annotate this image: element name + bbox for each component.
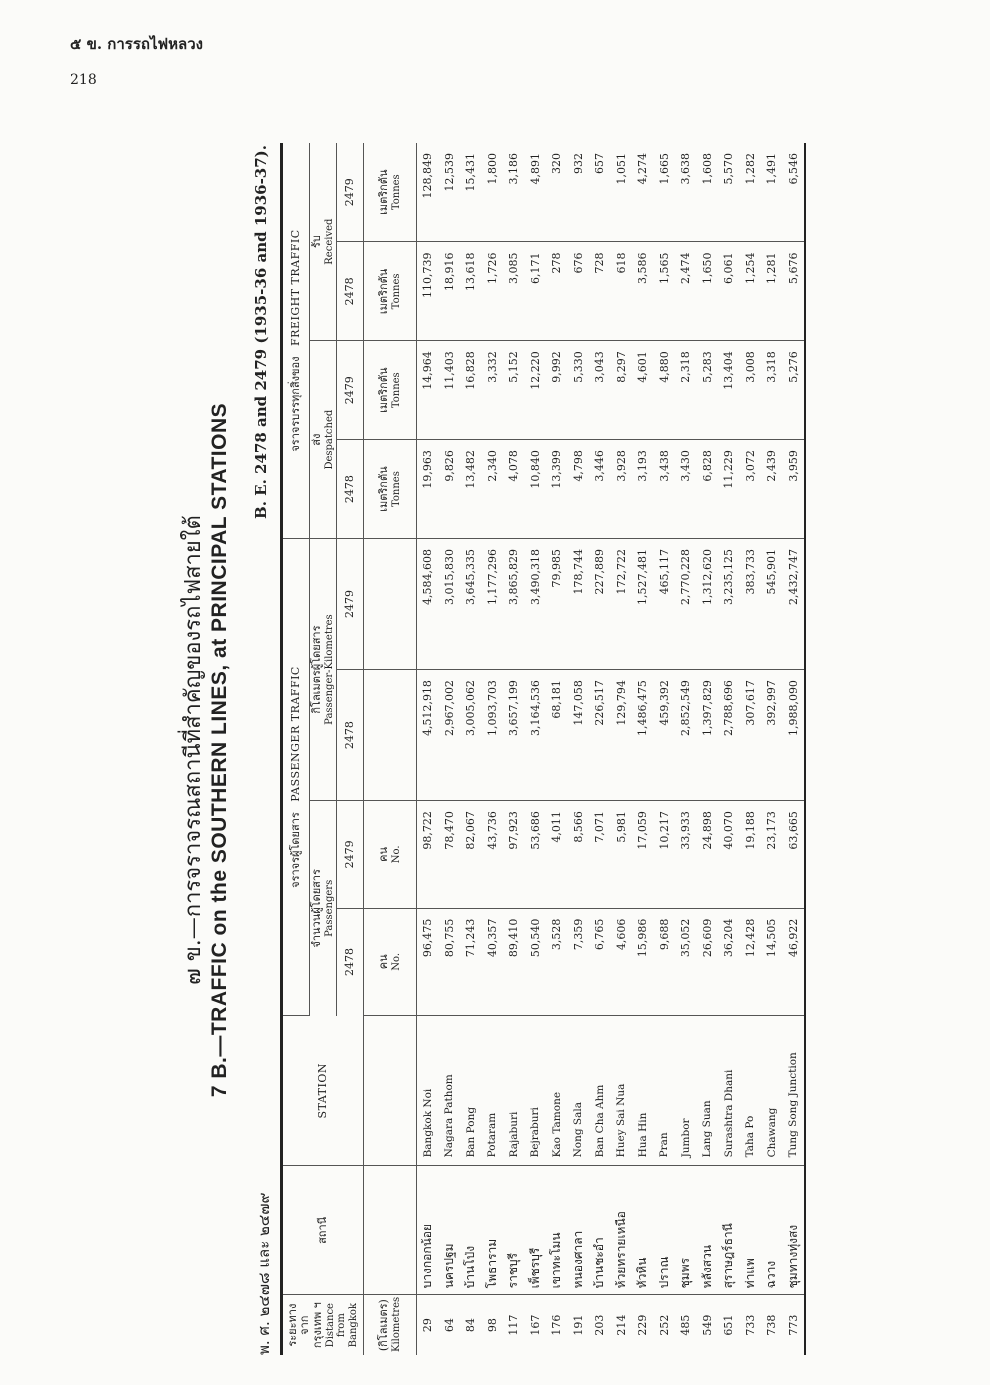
unit-tonnes-en: Tonnes <box>390 471 402 507</box>
cell-passengers-2479: 63,665 <box>783 801 806 908</box>
unit-km-thai: (กิโลเมตร) <box>376 1299 390 1352</box>
cell-despatched-2478: 13,482 <box>460 440 482 539</box>
cell-passenger-km-2479: 1,177,296 <box>482 538 504 669</box>
num-km: 733 <box>743 1314 757 1336</box>
unit-no-en: No. <box>390 952 402 971</box>
cell-despatched-2479: 2,318 <box>675 341 697 440</box>
unit-no <box>364 908 417 1015</box>
cell-despatched-2478: 2,439 <box>761 440 783 539</box>
header-despatched-en: Despatched <box>323 409 335 470</box>
cell-passengers-2479: 17,059 <box>632 801 654 908</box>
num-km: 738 <box>765 1314 779 1336</box>
cell-station-thai: สุราษฎร์ธานี <box>718 1166 740 1295</box>
cell-passengers-2479: 23,173 <box>761 801 783 908</box>
header-received-thai: รับ <box>309 235 323 249</box>
num-km: 98 <box>485 1318 499 1333</box>
cell-received-2478: 6,061 <box>718 242 740 341</box>
cell-received-2479: 128,849 <box>417 143 439 242</box>
cell-passenger-km-2478: 2,852,549 <box>675 670 697 801</box>
cell-passengers-2479: 82,067 <box>460 801 482 908</box>
cell-received-2478: 110,739 <box>417 242 439 341</box>
cell-passenger-km-2479: 1,527,481 <box>632 538 654 669</box>
cell-passenger-km-2478: 147,058 <box>568 670 590 801</box>
cell-despatched-2479: 3,332 <box>482 341 504 440</box>
cell-received-2479: 1,282 <box>740 143 762 242</box>
cell-passenger-km-2478: 3,164,536 <box>525 670 547 801</box>
header-passenger-traffic <box>282 538 310 1015</box>
cell-despatched-2478: 4,078 <box>503 440 525 539</box>
cell-passenger-km-2479: 3,865,829 <box>503 538 525 669</box>
header-passenger-thai: จราจรผู้โดยสาร <box>288 812 302 888</box>
cell-passengers-2478: 6,765 <box>589 908 611 1015</box>
header-year: 2478 <box>337 242 364 341</box>
cell-despatched-2479: 5,152 <box>503 341 525 440</box>
cell-passengers-2479: 97,923 <box>503 801 525 908</box>
cell-passengers-2479: 24,898 <box>697 801 719 908</box>
unit-tonnes <box>364 440 417 539</box>
cell-received-2479: 6,546 <box>783 143 806 242</box>
cell-station: Tung Song Junction <box>783 1016 806 1166</box>
table-row <box>417 143 439 1355</box>
header-passenger-km <box>310 538 337 800</box>
cell-received-2479: 15,431 <box>460 143 482 242</box>
cell-station: Potaram <box>482 1016 504 1166</box>
cell-received-2479: 320 <box>546 143 568 242</box>
unit-tonnes <box>364 341 417 440</box>
cell-passenger-km-2479: 79,985 <box>546 538 568 669</box>
cell-despatched-2479: 3,043 <box>589 341 611 440</box>
cell-received-2479: 1,800 <box>482 143 504 242</box>
cell-passenger-km-2478: 1,988,090 <box>783 670 806 801</box>
cell-passenger-km-2479: 3,645,335 <box>460 538 482 669</box>
cell-station-thai: เขาทะโมน <box>546 1166 568 1295</box>
cell-despatched-2478: 3,430 <box>675 440 697 539</box>
cell-received-2478: 278 <box>546 242 568 341</box>
cell-received-2479: 4,274 <box>632 143 654 242</box>
cell-station-thai: ชุมทางทุ่งสง <box>783 1166 806 1295</box>
table-row <box>503 143 525 1355</box>
unit-blank <box>364 1016 417 1166</box>
header-station <box>282 1016 364 1166</box>
cell-passengers-2478: 50,540 <box>525 908 547 1015</box>
header-year: 2478 <box>337 440 364 539</box>
cell-station: Chawang <box>761 1016 783 1166</box>
cell-passenger-km-2478: 4,512,918 <box>417 670 439 801</box>
cell-passengers-2478: 89,410 <box>503 908 525 1015</box>
num-km: 64 <box>442 1318 456 1333</box>
cell-station-thai: ราชบุรี <box>503 1166 525 1295</box>
num-km: 651 <box>722 1314 736 1336</box>
table-row <box>740 143 762 1355</box>
cell-station: Hua Hin <box>632 1016 654 1166</box>
cell-despatched-2479: 3,008 <box>740 341 762 440</box>
cell-despatched-2478: 2,340 <box>482 440 504 539</box>
cell-station-thai: หลังสวน <box>697 1166 719 1295</box>
header-passengers-en: Passengers <box>323 879 335 937</box>
cell-despatched-2479: 9,992 <box>546 341 568 440</box>
table-body <box>417 143 806 1355</box>
header-passenger-km-thai: กิโลเมตรผู้โดยสาร <box>309 625 323 714</box>
era-thai: พ. ศ. ๒๔๗๘ และ ๒๔๗๙ <box>255 1192 273 1355</box>
cell-received-2478: 1,281 <box>761 242 783 341</box>
cell-passengers-2478: 40,357 <box>482 908 504 1015</box>
cell-received-2478: 3,586 <box>632 242 654 341</box>
cell-despatched-2478: 19,963 <box>417 440 439 539</box>
cell-passengers-2478: 12,428 <box>740 908 762 1015</box>
cell-station-thai: ปราณ <box>654 1166 676 1295</box>
header-year: 2479 <box>337 143 364 242</box>
cell-passenger-km-2478: 1,397,829 <box>697 670 719 801</box>
table-row <box>761 143 783 1355</box>
cell-passengers-2478: 96,475 <box>417 908 439 1015</box>
cell-passenger-km-2478: 3,005,062 <box>460 670 482 801</box>
cell-passenger-km-2479: 545,901 <box>761 538 783 669</box>
header-passenger-en: PASSENGER TRAFFIC <box>288 666 302 802</box>
num-km: 191 <box>571 1314 585 1336</box>
num-km: 203 <box>593 1314 607 1336</box>
table-row <box>611 143 633 1355</box>
num-km: 773 <box>786 1314 800 1336</box>
header-freight-thai: จราจรบรรทุกสิ่งของ <box>288 356 302 452</box>
unit-blank <box>364 670 417 801</box>
cell-station: Bangkok Noi <box>417 1016 439 1166</box>
cell-despatched-2478: 3,928 <box>611 440 633 539</box>
table-row <box>697 143 719 1355</box>
header-year: 2478 <box>337 908 364 1015</box>
cell-despatched-2479: 4,601 <box>632 341 654 440</box>
table-row <box>783 143 806 1355</box>
cell-received-2479: 3,186 <box>503 143 525 242</box>
cell-passengers-2479: 10,217 <box>654 801 676 908</box>
table-row <box>439 143 461 1355</box>
unit-tonnes-en: Tonnes <box>390 174 402 211</box>
unit-tonnes-en: Tonnes <box>390 372 402 409</box>
header-freight-traffic <box>282 143 310 538</box>
cell-despatched-2479: 4,880 <box>654 341 676 440</box>
header-distance-en: Distance from Bangkok <box>324 1303 359 1348</box>
cell-despatched-2478: 11,229 <box>718 440 740 539</box>
cell-received-2478: 676 <box>568 242 590 341</box>
header-year: 2478 <box>337 670 364 801</box>
cell-station-thai: นครปฐม <box>439 1166 461 1295</box>
unit-no-thai: คน <box>376 846 390 862</box>
header-station-thai-label: สถานี <box>315 1216 329 1244</box>
header-distance-thai: ระยะทาง จาก กรุงเทพ ฯ <box>285 1302 325 1349</box>
unit-tonnes-thai: เมตริกตัน <box>376 367 390 413</box>
unit-tonnes-en: Tonnes <box>390 273 402 310</box>
cell-despatched-2478: 3,193 <box>632 440 654 539</box>
cell-received-2478: 618 <box>611 242 633 341</box>
cell-passenger-km-2479: 2,432,747 <box>783 538 806 669</box>
unit-no-thai: คน <box>376 954 390 970</box>
unit-blank <box>364 1166 417 1295</box>
table-row <box>568 143 590 1355</box>
cell-passengers-2478: 80,755 <box>439 908 461 1015</box>
cell-passengers-2478: 4,606 <box>611 908 633 1015</box>
cell-passengers-2479: 98,722 <box>417 801 439 908</box>
table-row <box>632 143 654 1355</box>
cell-passenger-km-2479: 227,889 <box>589 538 611 669</box>
num-km: 84 <box>464 1318 478 1333</box>
header-year: 2479 <box>337 538 364 669</box>
cell-passenger-km-2479: 3,015,830 <box>439 538 461 669</box>
cell-passengers-2478: 14,505 <box>761 908 783 1015</box>
table-row <box>546 143 568 1355</box>
cell-received-2479: 932 <box>568 143 590 242</box>
cell-despatched-2478: 13,399 <box>546 440 568 539</box>
cell-passengers-2479: 4,011 <box>546 801 568 908</box>
cell-passenger-km-2478: 129,794 <box>611 670 633 801</box>
table-row <box>675 143 697 1355</box>
cell-station-thai: ท่าแพ <box>740 1166 762 1295</box>
cell-station-thai: หนองศาลา <box>568 1166 590 1295</box>
num-km: 214 <box>614 1314 628 1336</box>
unit-tonnes <box>364 143 417 242</box>
unit-tonnes <box>364 242 417 341</box>
cell-station-thai: บ้านโป่ง <box>460 1166 482 1295</box>
cell-received-2478: 728 <box>589 242 611 341</box>
cell-passenger-km-2478: 459,392 <box>654 670 676 801</box>
cell-station: Taha Po <box>740 1016 762 1166</box>
cell-received-2478: 6,171 <box>525 242 547 341</box>
cell-passenger-km-2478: 392,997 <box>761 670 783 801</box>
cell-station-thai: เพ็ชรบุรี <box>525 1166 547 1295</box>
cell-station: Huey Sai Nua <box>611 1016 633 1166</box>
cell-despatched-2479: 16,828 <box>460 341 482 440</box>
unit-km-en: Kilometres <box>390 1296 402 1352</box>
cell-station: Pran <box>654 1016 676 1166</box>
cell-passengers-2478: 35,052 <box>675 908 697 1015</box>
unit-no-en: No. <box>390 845 402 864</box>
cell-despatched-2478: 9,826 <box>439 440 461 539</box>
num-km: 549 <box>700 1314 714 1336</box>
cell-passengers-2478: 71,243 <box>460 908 482 1015</box>
cell-station: Ban Cha Ahm <box>589 1016 611 1166</box>
cell-passengers-2478: 7,359 <box>568 908 590 1015</box>
cell-station-thai: ชุมพร <box>675 1166 697 1295</box>
cell-despatched-2479: 14,964 <box>417 341 439 440</box>
cell-despatched-2478: 3,438 <box>654 440 676 539</box>
unit-no <box>364 801 417 908</box>
cell-passengers-2479: 43,736 <box>482 801 504 908</box>
cell-received-2478: 1,254 <box>740 242 762 341</box>
cell-passengers-2478: 26,609 <box>697 908 719 1015</box>
cell-station: Rajaburi <box>503 1016 525 1166</box>
header-year: 2479 <box>337 341 364 440</box>
cell-despatched-2479: 5,330 <box>568 341 590 440</box>
cell-despatched-2479: 5,276 <box>783 341 806 440</box>
cell-received-2478: 13,618 <box>460 242 482 341</box>
cell-passenger-km-2479: 178,744 <box>568 538 590 669</box>
cell-passenger-km-2478: 1,093,703 <box>482 670 504 801</box>
cell-station-thai: หัวหิน <box>632 1166 654 1295</box>
cell-received-2479: 1,608 <box>697 143 719 242</box>
cell-station: Ban Pong <box>460 1016 482 1166</box>
cell-passengers-2478: 46,922 <box>783 908 806 1015</box>
num-km: 252 <box>657 1314 671 1336</box>
cell-despatched-2479: 3,318 <box>761 341 783 440</box>
cell-passengers-2479: 5,981 <box>611 801 633 908</box>
unit-km <box>364 1295 417 1355</box>
cell-passengers-2479: 53,686 <box>525 801 547 908</box>
cell-despatched-2478: 3,446 <box>589 440 611 539</box>
cell-received-2479: 1,051 <box>611 143 633 242</box>
num-km: 29 <box>421 1318 435 1333</box>
cell-station: Nong Sala <box>568 1016 590 1166</box>
cell-passenger-km-2478: 226,517 <box>589 670 611 801</box>
cell-despatched-2478: 3,072 <box>740 440 762 539</box>
cell-passengers-2479: 19,188 <box>740 801 762 908</box>
cell-received-2478: 1,726 <box>482 242 504 341</box>
cell-passenger-km-2479: 4,584,608 <box>417 538 439 669</box>
cell-received-2479: 5,570 <box>718 143 740 242</box>
cell-passengers-2478: 9,688 <box>654 908 676 1015</box>
cell-passenger-km-2478: 1,486,475 <box>632 670 654 801</box>
header-passengers <box>310 801 337 1016</box>
cell-received-2479: 3,638 <box>675 143 697 242</box>
cell-received-2478: 2,474 <box>675 242 697 341</box>
num-km: 176 <box>550 1314 564 1336</box>
header-received-en: Received <box>323 218 335 265</box>
cell-station: Surashtra Dhani <box>718 1016 740 1166</box>
cell-passenger-km-2478: 2,967,002 <box>439 670 461 801</box>
cell-station-thai: ฉวาง <box>761 1166 783 1295</box>
table-row <box>718 143 740 1355</box>
cell-despatched-2478: 6,828 <box>697 440 719 539</box>
table-row <box>460 143 482 1355</box>
era-english: B. E. 2478 and 2479 (1935-36 and 1936-37). <box>252 145 270 519</box>
page-number: 218 <box>70 72 97 88</box>
cell-station-thai: ห้วยทรายเหนือ <box>611 1166 633 1295</box>
header-received <box>310 143 337 341</box>
cell-passengers-2479: 33,933 <box>675 801 697 908</box>
num-km: 485 <box>679 1314 693 1336</box>
table-row <box>482 143 504 1355</box>
cell-passenger-km-2479: 3,490,318 <box>525 538 547 669</box>
cell-despatched-2478: 10,840 <box>525 440 547 539</box>
unit-blank <box>364 538 417 669</box>
cell-despatched-2479: 11,403 <box>439 341 461 440</box>
cell-passengers-2478: 3,528 <box>546 908 568 1015</box>
cell-despatched-2479: 12,220 <box>525 341 547 440</box>
cell-passenger-km-2479: 465,117 <box>654 538 676 669</box>
table-row <box>525 143 547 1355</box>
cell-station: Jumbor <box>675 1016 697 1166</box>
header-station-thai <box>282 1166 364 1295</box>
cell-station-thai: บางกอกน้อย <box>417 1166 439 1295</box>
header-distance <box>282 1295 364 1355</box>
page-header: ๕ ข. การรถไฟหลวง <box>70 35 203 53</box>
cell-station-thai: บ้านชะอำ <box>589 1166 611 1295</box>
title-english: 7 B.—TRAFFIC on the SOUTHERN LINES, at PRINCIPAL STATIONS <box>208 402 231 1098</box>
title-thai: ๗ ข.—การจราจรณสถานีที่สำคัญของรถไฟสายใต้ <box>181 515 206 985</box>
cell-passenger-km-2478: 3,657,199 <box>503 670 525 801</box>
cell-despatched-2479: 5,283 <box>697 341 719 440</box>
cell-passenger-km-2478: 307,617 <box>740 670 762 801</box>
cell-passenger-km-2479: 3,235,125 <box>718 538 740 669</box>
unit-tonnes-thai: เมตริกตัน <box>376 466 390 512</box>
header-freight-en: FREIGHT TRAFFIC <box>288 229 302 346</box>
cell-passengers-2479: 78,470 <box>439 801 461 908</box>
cell-passenger-km-2479: 1,312,620 <box>697 538 719 669</box>
cell-passenger-km-2479: 2,770,228 <box>675 538 697 669</box>
cell-station: Nagara Pathom <box>439 1016 461 1166</box>
cell-despatched-2478: 4,798 <box>568 440 590 539</box>
cell-passengers-2479: 40,070 <box>718 801 740 908</box>
cell-despatched-2479: 13,404 <box>718 341 740 440</box>
header-passengers-thai: จำนวนผู้โดยสาร <box>309 869 323 948</box>
cell-despatched-2479: 8,297 <box>611 341 633 440</box>
header-despatched <box>310 341 337 539</box>
table-row <box>654 143 676 1355</box>
cell-received-2479: 1,491 <box>761 143 783 242</box>
cell-station: Bejraburi <box>525 1016 547 1166</box>
num-km: 229 <box>636 1314 650 1336</box>
cell-passenger-km-2478: 68,181 <box>546 670 568 801</box>
table-row <box>589 143 611 1355</box>
cell-despatched-2478: 3,959 <box>783 440 806 539</box>
cell-station-thai: โพธาราม <box>482 1166 504 1295</box>
cell-passengers-2478: 36,204 <box>718 908 740 1015</box>
cell-station: Kao Tamone <box>546 1016 568 1166</box>
rotated-table-page <box>140 135 880 1365</box>
header-station-label: STATION <box>315 1063 329 1119</box>
cell-passengers-2479: 8,566 <box>568 801 590 908</box>
cell-received-2478: 1,650 <box>697 242 719 341</box>
cell-passenger-km-2479: 172,722 <box>611 538 633 669</box>
cell-received-2479: 657 <box>589 143 611 242</box>
unit-tonnes-thai: เมตริกตัน <box>376 169 390 215</box>
cell-passenger-km-2479: 383,733 <box>740 538 762 669</box>
cell-received-2479: 1,665 <box>654 143 676 242</box>
cell-passengers-2478: 15,986 <box>632 908 654 1015</box>
cell-received-2478: 3,085 <box>503 242 525 341</box>
cell-passenger-km-2478: 2,788,696 <box>718 670 740 801</box>
cell-received-2478: 1,565 <box>654 242 676 341</box>
cell-passengers-2479: 7,071 <box>589 801 611 908</box>
header-despatched-thai: ส่ง <box>309 433 323 446</box>
cell-received-2478: 18,916 <box>439 242 461 341</box>
cell-station: Lang Suan <box>697 1016 719 1166</box>
cell-received-2479: 4,891 <box>525 143 547 242</box>
unit-tonnes-thai: เมตริกตัน <box>376 268 390 315</box>
cell-received-2478: 5,676 <box>783 242 806 341</box>
header-year: 2479 <box>337 801 364 908</box>
header-passenger-km-en: Passenger-Kilometres <box>323 614 335 725</box>
cell-received-2479: 12,539 <box>439 143 461 242</box>
num-km: 167 <box>528 1314 542 1336</box>
traffic-table <box>280 143 806 1355</box>
num-km: 117 <box>507 1314 521 1336</box>
